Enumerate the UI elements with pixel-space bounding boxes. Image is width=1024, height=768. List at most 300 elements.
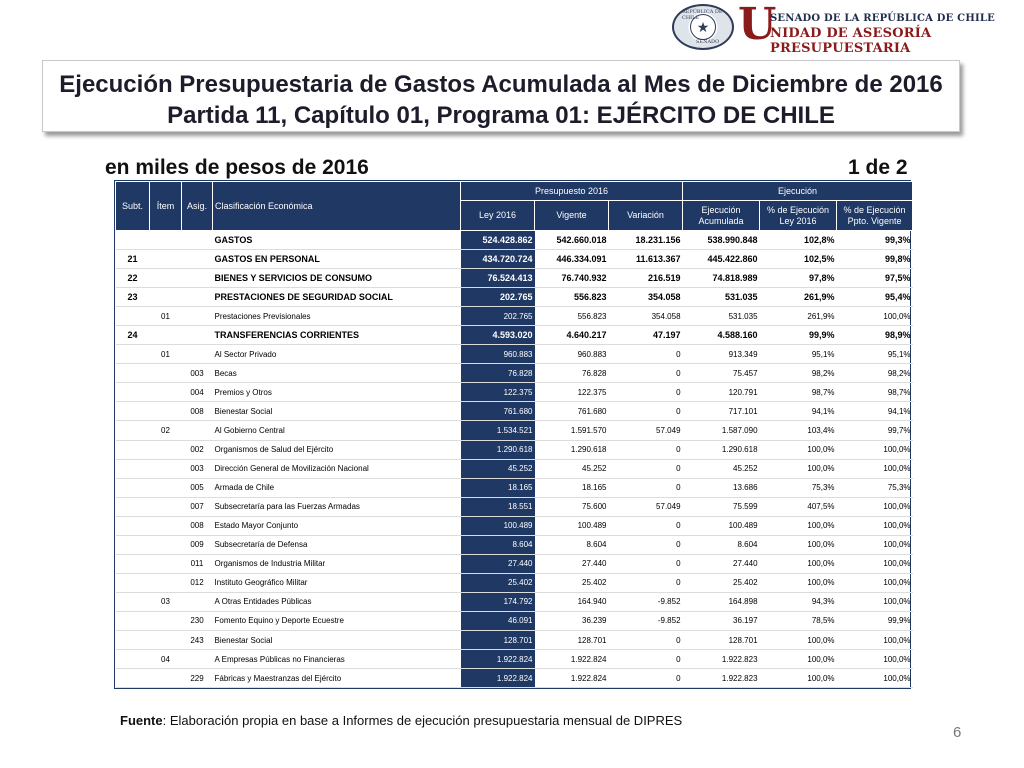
cell-clasificacion: Subsecretaría para las Fuerzas Armadas bbox=[213, 497, 461, 516]
cell-ejecucion: 25.402 bbox=[683, 573, 760, 592]
cell-vigente: 128.701 bbox=[535, 630, 609, 649]
cell-variacion: 57.049 bbox=[609, 421, 683, 440]
cell-pct-vigente: 94,1% bbox=[837, 402, 913, 421]
cell-ejecucion: 538.990.848 bbox=[683, 231, 760, 250]
cell-asig: 229 bbox=[182, 669, 213, 688]
cell-subt bbox=[116, 383, 150, 402]
cell-subt bbox=[116, 345, 150, 364]
cell-item bbox=[150, 573, 182, 592]
cell-vigente: 75.600 bbox=[535, 497, 609, 516]
cell-vigente: 542.660.018 bbox=[535, 231, 609, 250]
cell-clasificacion: Fábricas y Maestranzas del Ejército bbox=[213, 669, 461, 688]
cell-clasificacion: Fomento Equino y Deporte Ecuestre bbox=[213, 611, 461, 630]
cell-ejecucion: 75.457 bbox=[683, 364, 760, 383]
cell-ejecucion: 128.701 bbox=[683, 630, 760, 649]
cell-pct-ley: 100,0% bbox=[760, 573, 837, 592]
cell-clasificacion: TRANSFERENCIAS CORRIENTES bbox=[213, 326, 461, 345]
cell-item bbox=[150, 288, 182, 307]
cell-ejecucion: 45.252 bbox=[683, 459, 760, 478]
cell-ejecucion: 164.898 bbox=[683, 592, 760, 611]
cell-clasificacion: Prestaciones Previsionales bbox=[213, 307, 461, 326]
cell-vigente: 1.922.824 bbox=[535, 669, 609, 688]
cell-subt bbox=[116, 402, 150, 421]
table-row bbox=[116, 592, 913, 611]
cell-item bbox=[150, 364, 182, 383]
cell-vigente: 76.740.932 bbox=[535, 269, 609, 288]
cell-ejecucion: 1.587.090 bbox=[683, 421, 760, 440]
cell-subt bbox=[116, 440, 150, 459]
cell-pct-vigente: 100,0% bbox=[837, 516, 913, 535]
table-row bbox=[116, 478, 913, 497]
cell-vigente: 36.239 bbox=[535, 611, 609, 630]
cell-variacion: 47.197 bbox=[609, 326, 683, 345]
cell-pct-ley: 100,0% bbox=[760, 459, 837, 478]
cell-pct-ley: 94,1% bbox=[760, 402, 837, 421]
cell-pct-ley: 99,9% bbox=[760, 326, 837, 345]
table-row bbox=[116, 573, 913, 592]
cell-variacion: 0 bbox=[609, 345, 683, 364]
cell-pct-ley: 100,0% bbox=[760, 516, 837, 535]
cell-item: 01 bbox=[150, 307, 182, 326]
cell-pct-vigente: 100,0% bbox=[837, 440, 913, 459]
cell-item bbox=[150, 669, 182, 688]
cell-asig bbox=[182, 269, 213, 288]
cell-pct-ley: 100,0% bbox=[760, 535, 837, 554]
cell-asig: 004 bbox=[182, 383, 213, 402]
cell-item bbox=[150, 440, 182, 459]
cell-ejecucion: 8.604 bbox=[683, 535, 760, 554]
cell-pct-vigente: 99,9% bbox=[837, 611, 913, 630]
table-row bbox=[116, 535, 913, 554]
page-title: Ejecución Presupuestaria de Gastos Acumulada al Mes de Diciembre de 2016 bbox=[59, 71, 943, 98]
cell-pct-ley: 94,3% bbox=[760, 592, 837, 611]
cell-ejecucion: 445.422.860 bbox=[683, 250, 760, 269]
cell-pct-ley: 100,0% bbox=[760, 554, 837, 573]
cell-ley: 100.489 bbox=[461, 516, 535, 535]
table-row bbox=[116, 554, 913, 573]
cell-vigente: 4.640.217 bbox=[535, 326, 609, 345]
col-ejecucion-acumulada bbox=[683, 201, 760, 231]
cell-variacion: 57.049 bbox=[609, 497, 683, 516]
table-row bbox=[116, 231, 913, 250]
cell-variacion: 0 bbox=[609, 383, 683, 402]
seal-bottom-text: SENADO bbox=[696, 39, 720, 45]
cell-vigente: 25.402 bbox=[535, 573, 609, 592]
cell-pct-vigente: 99,7% bbox=[837, 421, 913, 440]
cell-item bbox=[150, 269, 182, 288]
cell-asig bbox=[182, 650, 213, 669]
cell-vigente: 556.823 bbox=[535, 307, 609, 326]
cell-item: 02 bbox=[150, 421, 182, 440]
col-clasificacion: Clasificación Económica bbox=[213, 182, 461, 231]
cell-asig: 007 bbox=[182, 497, 213, 516]
cell-ejecucion: 120.791 bbox=[683, 383, 760, 402]
cell-clasificacion: A Empresas Públicas no Financieras bbox=[213, 650, 461, 669]
col-ejec-acum-line2: Acumulada bbox=[698, 215, 744, 226]
cell-clasificacion: Organismos de Salud del Ejército bbox=[213, 440, 461, 459]
cell-pct-ley: 407,5% bbox=[760, 497, 837, 516]
cell-subt: 22 bbox=[116, 269, 150, 288]
senate-logo bbox=[672, 0, 1017, 56]
cell-pct-vigente: 100,0% bbox=[837, 630, 913, 649]
cell-item: 01 bbox=[150, 345, 182, 364]
table-row bbox=[116, 459, 913, 478]
cell-asig: 009 bbox=[182, 535, 213, 554]
slide-number: 6 bbox=[953, 724, 962, 741]
group-presupuesto: Presupuesto 2016 bbox=[461, 182, 683, 201]
cell-pct-ley: 102,8% bbox=[760, 231, 837, 250]
cell-pct-vigente: 100,0% bbox=[837, 497, 913, 516]
cell-variacion: 0 bbox=[609, 573, 683, 592]
cell-ejecucion: 1.290.618 bbox=[683, 440, 760, 459]
cell-asig: 003 bbox=[182, 364, 213, 383]
cell-variacion: 216.519 bbox=[609, 269, 683, 288]
cell-ejecucion: 36.197 bbox=[683, 611, 760, 630]
cell-clasificacion: PRESTACIONES DE SEGURIDAD SOCIAL bbox=[213, 288, 461, 307]
cell-item bbox=[150, 402, 182, 421]
cell-pct-ley: 97,8% bbox=[760, 269, 837, 288]
cell-subt bbox=[116, 497, 150, 516]
cell-variacion: 0 bbox=[609, 402, 683, 421]
cell-clasificacion: Al Sector Privado bbox=[213, 345, 461, 364]
cell-ejecucion: 74.818.989 bbox=[683, 269, 760, 288]
cell-subt bbox=[116, 459, 150, 478]
cell-variacion: 0 bbox=[609, 669, 683, 688]
source-text: : Elaboración propia en base a Informes de ejecución presupuestaria mensual de DIPRES bbox=[162, 713, 683, 728]
cell-subt: 24 bbox=[116, 326, 150, 345]
cell-asig bbox=[182, 326, 213, 345]
cell-ejecucion: 913.349 bbox=[683, 345, 760, 364]
cell-pct-ley: 100,0% bbox=[760, 669, 837, 688]
cell-ley: 8.604 bbox=[461, 535, 535, 554]
cell-variacion: 0 bbox=[609, 440, 683, 459]
cell-pct-vigente: 100,0% bbox=[837, 592, 913, 611]
table-row bbox=[116, 288, 913, 307]
cell-pct-vigente: 98,9% bbox=[837, 326, 913, 345]
cell-pct-vigente: 97,5% bbox=[837, 269, 913, 288]
cell-vigente: 8.604 bbox=[535, 535, 609, 554]
cell-ley: 25.402 bbox=[461, 573, 535, 592]
logo-initial: U bbox=[738, 0, 777, 50]
cell-asig: 002 bbox=[182, 440, 213, 459]
cell-variacion: 0 bbox=[609, 650, 683, 669]
col-pct-vig-line2: Ppto. Vigente bbox=[847, 215, 902, 226]
cell-clasificacion: Al Gobierno Central bbox=[213, 421, 461, 440]
cell-subt bbox=[116, 573, 150, 592]
cell-ejecucion: 531.035 bbox=[683, 307, 760, 326]
cell-asig: 230 bbox=[182, 611, 213, 630]
table-row bbox=[116, 497, 913, 516]
cell-pct-ley: 103,4% bbox=[760, 421, 837, 440]
cell-pct-vigente: 75,3% bbox=[837, 478, 913, 497]
cell-clasificacion: Armada de Chile bbox=[213, 478, 461, 497]
cell-ley: 1.290.618 bbox=[461, 440, 535, 459]
col-pct-vig-line1: % de Ejecución bbox=[843, 204, 906, 215]
cell-asig bbox=[182, 231, 213, 250]
cell-subt bbox=[116, 669, 150, 688]
cell-asig: 005 bbox=[182, 478, 213, 497]
cell-clasificacion: Subsecretaría de Defensa bbox=[213, 535, 461, 554]
cell-pct-vigente: 100,0% bbox=[837, 669, 913, 688]
cell-item bbox=[150, 231, 182, 250]
cell-ejecucion: 75.599 bbox=[683, 497, 760, 516]
cell-subt bbox=[116, 307, 150, 326]
cell-ley: 434.720.724 bbox=[461, 250, 535, 269]
cell-pct-vigente: 100,0% bbox=[837, 554, 913, 573]
cell-subt bbox=[116, 630, 150, 649]
budget-table bbox=[114, 180, 911, 689]
cell-vigente: 446.334.091 bbox=[535, 250, 609, 269]
cell-clasificacion: Premios y Otros bbox=[213, 383, 461, 402]
star-icon: ★ bbox=[690, 14, 716, 40]
cell-variacion: -9.852 bbox=[609, 611, 683, 630]
cell-vigente: 1.922.824 bbox=[535, 650, 609, 669]
cell-asig: 012 bbox=[182, 573, 213, 592]
cell-ley: 46.091 bbox=[461, 611, 535, 630]
cell-ley: 202.765 bbox=[461, 307, 535, 326]
units-caption: en miles de pesos de 2016 bbox=[105, 156, 369, 179]
cell-variacion: -9.852 bbox=[609, 592, 683, 611]
cell-vigente: 556.823 bbox=[535, 288, 609, 307]
col-subt: Subt. bbox=[116, 182, 150, 231]
table-row bbox=[116, 630, 913, 649]
cell-asig: 008 bbox=[182, 402, 213, 421]
table-row bbox=[116, 440, 913, 459]
table-row bbox=[116, 516, 913, 535]
cell-ley: 524.428.862 bbox=[461, 231, 535, 250]
cell-ley: 4.593.020 bbox=[461, 326, 535, 345]
cell-pct-vigente: 95,4% bbox=[837, 288, 913, 307]
cell-pct-ley: 100,0% bbox=[760, 650, 837, 669]
col-ley: Ley 2016 bbox=[461, 201, 535, 231]
cell-subt bbox=[116, 364, 150, 383]
cell-variacion: 0 bbox=[609, 478, 683, 497]
cell-asig: 008 bbox=[182, 516, 213, 535]
cell-vigente: 1.290.618 bbox=[535, 440, 609, 459]
cell-clasificacion: Organismos de Industria Militar bbox=[213, 554, 461, 573]
cell-clasificacion: Dirección General de Movilización Nacional bbox=[213, 459, 461, 478]
col-ejec-acum-line1: Ejecución bbox=[701, 204, 741, 215]
cell-pct-vigente: 100,0% bbox=[837, 573, 913, 592]
cell-ley: 960.883 bbox=[461, 345, 535, 364]
cell-pct-vigente: 100,0% bbox=[837, 650, 913, 669]
table-row bbox=[116, 650, 913, 669]
cell-ley: 761.680 bbox=[461, 402, 535, 421]
cell-item bbox=[150, 459, 182, 478]
cell-vigente: 164.940 bbox=[535, 592, 609, 611]
col-variacion: Variación bbox=[609, 201, 683, 231]
cell-pct-vigente: 99,8% bbox=[837, 250, 913, 269]
page-subtitle: Partida 11, Capítulo 01, Programa 01: EJÉRCITO DE CHILE bbox=[167, 102, 835, 129]
cell-item bbox=[150, 630, 182, 649]
cell-ley: 202.765 bbox=[461, 288, 535, 307]
cell-pct-ley: 95,1% bbox=[760, 345, 837, 364]
cell-clasificacion: Becas bbox=[213, 364, 461, 383]
cell-asig bbox=[182, 345, 213, 364]
cell-subt bbox=[116, 611, 150, 630]
source-note bbox=[120, 713, 682, 728]
cell-item bbox=[150, 516, 182, 535]
cell-asig: 243 bbox=[182, 630, 213, 649]
cell-variacion: 0 bbox=[609, 630, 683, 649]
cell-pct-vigente: 99,3% bbox=[837, 231, 913, 250]
cell-item bbox=[150, 535, 182, 554]
cell-asig bbox=[182, 421, 213, 440]
cell-variacion: 0 bbox=[609, 459, 683, 478]
cell-ley: 18.551 bbox=[461, 497, 535, 516]
cell-item bbox=[150, 326, 182, 345]
cell-ejecucion: 1.922.823 bbox=[683, 669, 760, 688]
seal-top-text: REPÚBLICA DE CHILE bbox=[682, 9, 723, 21]
cell-clasificacion: BIENES Y SERVICIOS DE CONSUMO bbox=[213, 269, 461, 288]
cell-vigente: 1.591.570 bbox=[535, 421, 609, 440]
table-row bbox=[116, 326, 913, 345]
table-row bbox=[116, 250, 913, 269]
cell-ejecucion: 1.922.823 bbox=[683, 650, 760, 669]
cell-ley: 128.701 bbox=[461, 630, 535, 649]
table-row bbox=[116, 345, 913, 364]
senate-seal-icon bbox=[672, 4, 734, 50]
table-row bbox=[116, 364, 913, 383]
cell-item bbox=[150, 383, 182, 402]
group-ejecucion: Ejecución bbox=[683, 182, 913, 201]
table-row bbox=[116, 421, 913, 440]
col-pct-ley-line2: Ley 2016 bbox=[779, 215, 817, 226]
cell-variacion: 0 bbox=[609, 535, 683, 554]
cell-ley: 1.922.824 bbox=[461, 650, 535, 669]
cell-vigente: 960.883 bbox=[535, 345, 609, 364]
title-box bbox=[42, 60, 960, 132]
cell-pct-ley: 98,7% bbox=[760, 383, 837, 402]
source-label: Fuente bbox=[120, 713, 163, 728]
cell-asig bbox=[182, 307, 213, 326]
cell-pct-vigente: 100,0% bbox=[837, 459, 913, 478]
cell-pct-ley: 261,9% bbox=[760, 307, 837, 326]
cell-subt bbox=[116, 516, 150, 535]
cell-subt bbox=[116, 535, 150, 554]
cell-ley: 174.792 bbox=[461, 592, 535, 611]
cell-ley: 18.165 bbox=[461, 478, 535, 497]
cell-pct-ley: 100,0% bbox=[760, 630, 837, 649]
cell-ejecucion: 27.440 bbox=[683, 554, 760, 573]
cell-pct-ley: 75,3% bbox=[760, 478, 837, 497]
cell-subt bbox=[116, 231, 150, 250]
cell-item bbox=[150, 497, 182, 516]
cell-asig: 003 bbox=[182, 459, 213, 478]
cell-pct-vigente: 98,2% bbox=[837, 364, 913, 383]
table-row bbox=[116, 669, 913, 688]
cell-ejecucion: 100.489 bbox=[683, 516, 760, 535]
cell-subt bbox=[116, 478, 150, 497]
cell-vigente: 100.489 bbox=[535, 516, 609, 535]
cell-pct-vigente: 100,0% bbox=[837, 307, 913, 326]
table-row bbox=[116, 402, 913, 421]
cell-asig bbox=[182, 592, 213, 611]
cell-subt bbox=[116, 554, 150, 573]
cell-pct-ley: 261,9% bbox=[760, 288, 837, 307]
cell-item: 04 bbox=[150, 650, 182, 669]
cell-ley: 76.524.413 bbox=[461, 269, 535, 288]
cell-asig bbox=[182, 250, 213, 269]
cell-ley: 76.828 bbox=[461, 364, 535, 383]
cell-asig bbox=[182, 288, 213, 307]
col-item: Ítem bbox=[150, 182, 182, 231]
col-pct-vigente bbox=[837, 201, 913, 231]
cell-pct-vigente: 95,1% bbox=[837, 345, 913, 364]
cell-ley: 45.252 bbox=[461, 459, 535, 478]
col-asig: Asig. bbox=[182, 182, 213, 231]
cell-pct-vigente: 100,0% bbox=[837, 535, 913, 554]
col-pct-ley-line1: % de Ejecución bbox=[766, 204, 830, 215]
cell-clasificacion: GASTOS EN PERSONAL bbox=[213, 250, 461, 269]
cell-subt bbox=[116, 592, 150, 611]
cell-subt bbox=[116, 421, 150, 440]
cell-clasificacion: Bienestar Social bbox=[213, 630, 461, 649]
cell-variacion: 0 bbox=[609, 364, 683, 383]
table-row bbox=[116, 383, 913, 402]
cell-vigente: 761.680 bbox=[535, 402, 609, 421]
cell-variacion: 11.613.367 bbox=[609, 250, 683, 269]
cell-ley: 27.440 bbox=[461, 554, 535, 573]
cell-ley: 1.534.521 bbox=[461, 421, 535, 440]
cell-variacion: 18.231.156 bbox=[609, 231, 683, 250]
cell-vigente: 18.165 bbox=[535, 478, 609, 497]
table-row bbox=[116, 307, 913, 326]
cell-pct-ley: 98,2% bbox=[760, 364, 837, 383]
cell-subt: 21 bbox=[116, 250, 150, 269]
cell-clasificacion: Estado Mayor Conjunto bbox=[213, 516, 461, 535]
cell-vigente: 76.828 bbox=[535, 364, 609, 383]
cell-ejecucion: 4.588.160 bbox=[683, 326, 760, 345]
cell-ejecucion: 531.035 bbox=[683, 288, 760, 307]
cell-variacion: 0 bbox=[609, 554, 683, 573]
cell-variacion: 0 bbox=[609, 516, 683, 535]
col-pct-ley bbox=[760, 201, 837, 231]
cell-pct-ley: 100,0% bbox=[760, 440, 837, 459]
cell-variacion: 354.058 bbox=[609, 288, 683, 307]
cell-vigente: 45.252 bbox=[535, 459, 609, 478]
cell-subt bbox=[116, 650, 150, 669]
cell-ejecucion: 717.101 bbox=[683, 402, 760, 421]
cell-vigente: 122.375 bbox=[535, 383, 609, 402]
logo-unit-name: NIDAD DE ASESORÍA PRESUPUESTARIA bbox=[770, 26, 932, 56]
cell-clasificacion: Bienestar Social bbox=[213, 402, 461, 421]
cell-item bbox=[150, 611, 182, 630]
cell-clasificacion: Instituto Geográfico Militar bbox=[213, 573, 461, 592]
cell-ley: 122.375 bbox=[461, 383, 535, 402]
cell-pct-vigente: 98,7% bbox=[837, 383, 913, 402]
cell-item bbox=[150, 250, 182, 269]
cell-subt: 23 bbox=[116, 288, 150, 307]
cell-clasificacion: GASTOS bbox=[213, 231, 461, 250]
cell-variacion: 354.058 bbox=[609, 307, 683, 326]
cell-asig: 011 bbox=[182, 554, 213, 573]
col-vigente: Vigente bbox=[535, 201, 609, 231]
table-body bbox=[116, 231, 913, 688]
table-row bbox=[116, 269, 913, 288]
table-row bbox=[116, 611, 913, 630]
cell-item bbox=[150, 478, 182, 497]
cell-ejecucion: 13.686 bbox=[683, 478, 760, 497]
cell-pct-ley: 102,5% bbox=[760, 250, 837, 269]
cell-pct-ley: 78,5% bbox=[760, 611, 837, 630]
page-indicator: 1 de 2 bbox=[848, 156, 908, 179]
cell-item: 03 bbox=[150, 592, 182, 611]
cell-vigente: 27.440 bbox=[535, 554, 609, 573]
cell-item bbox=[150, 554, 182, 573]
logo-senate-name: SENADO DE LA REPÚBLICA DE CHILE bbox=[770, 13, 995, 24]
cell-clasificacion: A Otras Entidades Públicas bbox=[213, 592, 461, 611]
